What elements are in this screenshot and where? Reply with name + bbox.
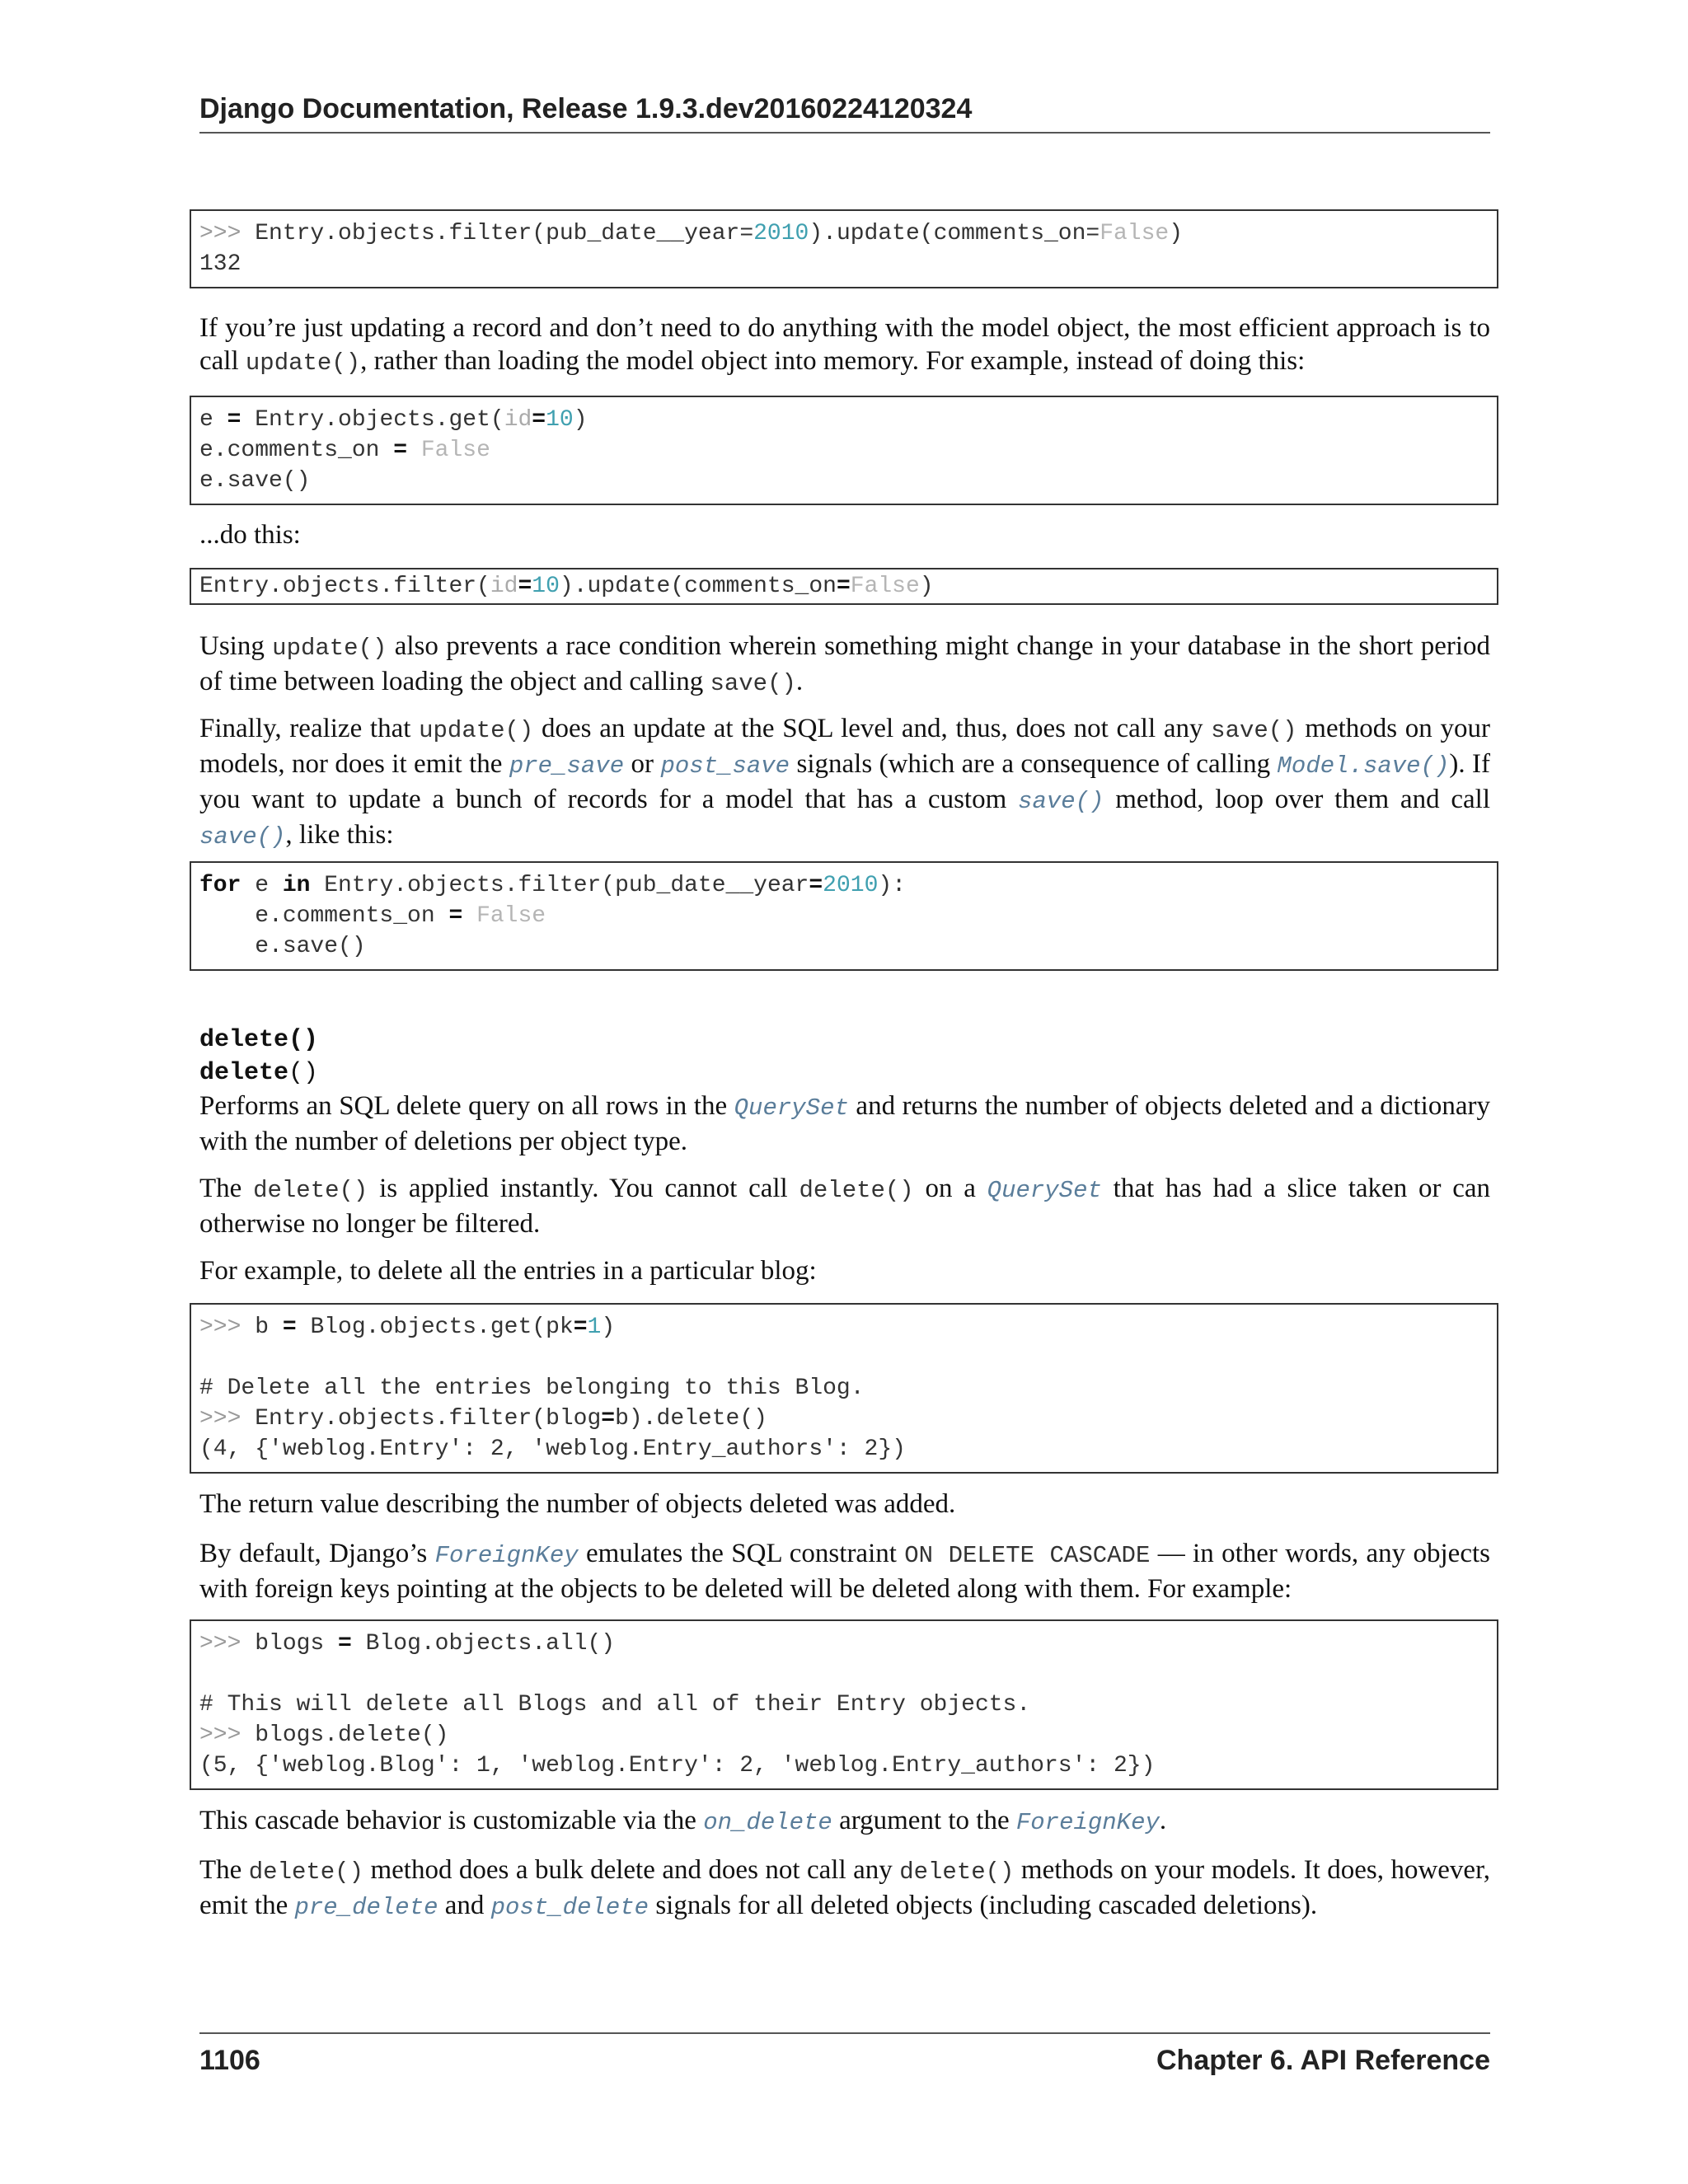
inline-code: delete() bbox=[253, 1177, 368, 1204]
code-output: 132 bbox=[199, 251, 241, 277]
chapter-title: Chapter 6. API Reference bbox=[1156, 2045, 1490, 2076]
method-signature bbox=[199, 1057, 318, 1090]
code-block-update-oneliner bbox=[190, 568, 1498, 605]
paragraph-return-value: The return value describing the number of objects deleted was added. bbox=[199, 1489, 956, 1519]
text: that has had a slice taken or can otherwise no longer be filtered. bbox=[199, 1174, 1491, 1239]
text: Using bbox=[199, 631, 273, 661]
keyword: in bbox=[282, 873, 311, 898]
paragraph-signals-note bbox=[199, 712, 1490, 854]
prompt: >>> bbox=[199, 1631, 256, 1657]
document-title: Django Documentation, Release 1.9.3.dev20160224120324 bbox=[199, 93, 973, 124]
code-output: (4, {'weblog.Entry': 2, 'weblog.Entry_authors': 2}) bbox=[199, 1436, 906, 1462]
link-queryset[interactable]: QuerySet bbox=[987, 1177, 1102, 1204]
text: — in other words, any objects with foreign keys pointing at the objects to be deleted will be deleted along with them. For example: bbox=[199, 1539, 1490, 1604]
link-foreignkey[interactable]: ForeignKey bbox=[1015, 1809, 1160, 1836]
paragraph-update-efficiency bbox=[199, 312, 1490, 380]
number-literal: 2010 bbox=[753, 221, 809, 246]
text: also prevents a race condition wherein something might change in your database in the short period of time between loading the object and calling bbox=[199, 631, 1491, 696]
paragraph-cascade bbox=[199, 1537, 1490, 1605]
link-post-delete[interactable]: post_delete bbox=[490, 1894, 649, 1921]
code-line bbox=[199, 1629, 1489, 1659]
operator: = bbox=[836, 574, 851, 599]
code-text: ) bbox=[919, 574, 934, 599]
text: methods on your models. It does, however, emit the bbox=[199, 1855, 1490, 1920]
code-line bbox=[199, 405, 1489, 435]
inline-code: update() bbox=[419, 717, 534, 744]
paragraph-cascade-customizable bbox=[199, 1804, 1490, 1840]
method-name: delete() bbox=[199, 1026, 319, 1054]
prompt: >>> bbox=[199, 221, 256, 246]
operator: = bbox=[448, 903, 463, 929]
text: signals for all deleted objects (including cascaded deletions). bbox=[649, 1891, 1318, 1920]
paragraph-delete-description bbox=[199, 1090, 1490, 1158]
code-text: e bbox=[241, 873, 283, 898]
code-line bbox=[199, 870, 1489, 901]
code-line bbox=[199, 1404, 1489, 1434]
code-text: Entry.objects.filter(pub_date__year= bbox=[255, 221, 754, 246]
text: , like this: bbox=[285, 820, 394, 850]
text: is applied instantly. You cannot call bbox=[368, 1174, 799, 1203]
link-queryset[interactable]: QuerySet bbox=[734, 1094, 849, 1122]
code-text: ).update(comments_on= bbox=[809, 221, 1100, 246]
paragraph-race-condition bbox=[199, 630, 1490, 701]
code-text: b).delete() bbox=[615, 1406, 767, 1432]
number-literal: 10 bbox=[532, 574, 560, 599]
inline-code: ON DELETE CASCADE bbox=[904, 1542, 1151, 1569]
inline-code: save() bbox=[1211, 717, 1297, 744]
keyword-arg: id bbox=[490, 574, 518, 599]
text: or bbox=[624, 749, 661, 779]
operator: = bbox=[601, 1406, 616, 1432]
text: and bbox=[438, 1891, 491, 1920]
text: The bbox=[199, 1174, 254, 1203]
code-text: Blog.objects.all() bbox=[351, 1631, 616, 1657]
number-literal: 2010 bbox=[823, 873, 879, 898]
text: methods on your models, nor does it emit the bbox=[199, 714, 1490, 779]
text: Finally, realize that bbox=[199, 714, 420, 743]
inline-code: save() bbox=[710, 670, 796, 697]
number-literal: 1 bbox=[587, 1315, 602, 1340]
running-footer bbox=[199, 2032, 1490, 2077]
method-params: () bbox=[288, 1059, 319, 1087]
operator: = bbox=[282, 1315, 297, 1340]
code-text: ): bbox=[878, 873, 906, 898]
code-block-loop-save bbox=[190, 861, 1498, 971]
text: , rather than loading the model object into memory. For example, instead of doing this: bbox=[360, 346, 1306, 376]
keyword: for bbox=[199, 873, 241, 898]
constant-literal: False bbox=[407, 438, 490, 463]
operator: = bbox=[532, 407, 546, 433]
text: If you’re just updating a record and don’t need to do anything with the model object, the most efficient approach is to call bbox=[199, 313, 1490, 376]
code-text: ) bbox=[601, 1315, 616, 1340]
inline-code: delete() bbox=[248, 1858, 363, 1886]
text: method, loop over them and call bbox=[1104, 785, 1490, 814]
code-text: Entry.objects.filter(pub_date__year bbox=[310, 873, 809, 898]
code-line bbox=[199, 218, 1489, 249]
code-text: blogs.delete() bbox=[255, 1722, 449, 1748]
code-text: Blog.objects.get(pk bbox=[296, 1315, 574, 1340]
code-block-delete-entries bbox=[190, 1303, 1498, 1474]
link-model-save[interactable]: Model.save() bbox=[1277, 752, 1450, 780]
paragraph-delete-applied bbox=[199, 1172, 1490, 1240]
inline-code: delete() bbox=[799, 1177, 914, 1204]
operator: = bbox=[338, 1631, 352, 1657]
code-line bbox=[199, 901, 1489, 931]
text: argument to the bbox=[832, 1806, 1016, 1835]
code-line: e.save() bbox=[199, 468, 311, 494]
text: and returns the number of objects deleted and a dictionary with the number of deletions per object type. bbox=[199, 1091, 1490, 1156]
code-text: Entry.objects.filter( bbox=[199, 574, 490, 599]
constant-literal: False bbox=[1100, 221, 1170, 246]
code-text: blogs bbox=[255, 1631, 339, 1657]
operator: = bbox=[227, 407, 241, 433]
prompt: >>> bbox=[199, 1315, 256, 1340]
code-blank-line bbox=[199, 1343, 1489, 1373]
link-foreignkey[interactable]: ForeignKey bbox=[434, 1542, 579, 1569]
text: ). If you want to update a bunch of records for a model that has a custom bbox=[199, 749, 1491, 814]
text: does an update at the SQL level and, thus, does not call any bbox=[533, 714, 1212, 743]
page-number: 1106 bbox=[199, 2045, 260, 2076]
code-block-save-example bbox=[190, 396, 1498, 505]
code-text: ) bbox=[573, 407, 588, 433]
link-on-delete[interactable]: on_delete bbox=[703, 1809, 832, 1836]
code-text: e.comments_on bbox=[199, 438, 394, 463]
code-line bbox=[199, 571, 1489, 602]
link-post-save[interactable]: post_save bbox=[660, 752, 790, 780]
text: . bbox=[795, 667, 804, 696]
link-save[interactable]: save() bbox=[1018, 788, 1104, 815]
code-text: Entry.objects.filter(blog bbox=[255, 1406, 602, 1432]
code-line: e.save() bbox=[199, 934, 366, 959]
constant-literal: False bbox=[850, 574, 920, 599]
operator: = bbox=[518, 574, 532, 599]
code-output: (5, {'weblog.Blog': 1, 'weblog.Entry': 2, 'weblog.Entry_authors': 2}) bbox=[199, 1753, 1156, 1779]
text: The bbox=[199, 1855, 249, 1885]
text: signals (which are a consequence of calling bbox=[790, 749, 1278, 779]
code-block-delete-blogs bbox=[190, 1619, 1498, 1790]
code-text: e.comments_on bbox=[199, 903, 449, 929]
running-header bbox=[199, 92, 1490, 134]
prompt: >>> bbox=[199, 1722, 256, 1748]
code-text: e bbox=[199, 407, 227, 433]
text: emulates the SQL constraint bbox=[578, 1539, 905, 1568]
code-text: ).update(comments_on bbox=[559, 574, 837, 599]
code-comment: # This will delete all Blogs and all of their Entry objects. bbox=[199, 1692, 1031, 1718]
link-pre-delete[interactable]: pre_delete bbox=[294, 1894, 438, 1921]
code-text: ) bbox=[1169, 221, 1184, 246]
text: Performs an SQL delete query on all rows in the bbox=[199, 1091, 734, 1121]
code-comment: # Delete all the entries belonging to this Blog. bbox=[199, 1376, 865, 1401]
link-pre-save[interactable]: pre_save bbox=[509, 752, 625, 780]
text: This cascade behavior is customizable via the bbox=[199, 1806, 704, 1835]
paragraph-do-this: ...do this: bbox=[199, 520, 301, 550]
text: . bbox=[1159, 1806, 1167, 1835]
code-blank-line bbox=[199, 1659, 1489, 1690]
text: on a bbox=[913, 1174, 987, 1203]
operator: = bbox=[573, 1315, 588, 1340]
text: method does a bulk delete and does not call any bbox=[363, 1855, 900, 1885]
paragraph-delete-example-intro: For example, to delete all the entries in a particular blog: bbox=[199, 1256, 817, 1286]
operator: = bbox=[393, 438, 408, 463]
method-signature-heading bbox=[199, 1024, 318, 1057]
operator: = bbox=[809, 873, 823, 898]
code-line bbox=[199, 435, 1489, 466]
inline-code: update() bbox=[245, 349, 361, 377]
code-text: b bbox=[255, 1315, 283, 1340]
number-literal: 10 bbox=[546, 407, 574, 433]
inline-code: update() bbox=[272, 635, 387, 662]
inline-code: delete() bbox=[899, 1858, 1015, 1886]
link-save[interactable]: save() bbox=[199, 823, 286, 851]
paragraph-bulk-delete bbox=[199, 1854, 1490, 1924]
text: By default, Django’s bbox=[199, 1539, 435, 1568]
code-block-update-filter bbox=[190, 209, 1498, 288]
keyword-arg: id bbox=[504, 407, 532, 433]
method-name: delete bbox=[199, 1059, 289, 1087]
code-line bbox=[199, 1312, 1489, 1343]
constant-literal: False bbox=[462, 903, 546, 929]
code-line bbox=[199, 1720, 1489, 1750]
prompt: >>> bbox=[199, 1406, 256, 1432]
code-text: Entry.objects.get( bbox=[241, 407, 504, 433]
